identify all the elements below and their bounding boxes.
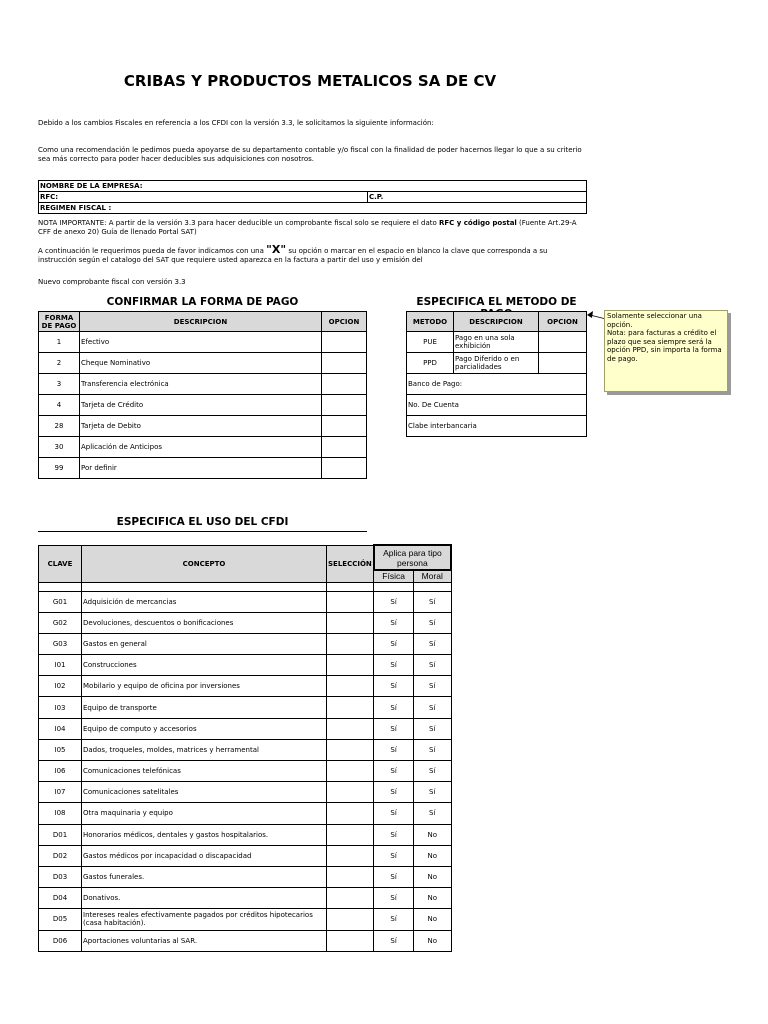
- uso-row: [39, 930, 452, 951]
- uso-selection-cell[interactable]: [327, 591, 374, 612]
- uso-row: [39, 803, 452, 824]
- uso-fisica: Sí: [374, 739, 414, 760]
- uso-selection-cell[interactable]: [327, 761, 374, 782]
- forma-desc: Transferencia electrónica: [80, 374, 322, 395]
- forma-desc: Aplicación de Anticipos: [80, 437, 322, 458]
- forma-code: 99: [39, 458, 80, 479]
- forma-code: 4: [39, 395, 80, 416]
- uso-concepto: Dados, troqueles, moldes, matrices y herramental: [82, 739, 327, 760]
- uso-selection-cell[interactable]: [327, 633, 374, 654]
- forma-code: 28: [39, 416, 80, 437]
- forma-pago-row: [39, 458, 367, 479]
- uso-spacer-row: [39, 582, 452, 591]
- uso-row: [39, 718, 452, 739]
- uso-fisica: Sí: [374, 718, 414, 739]
- uso-title-underline: [38, 531, 367, 532]
- uso-selection-cell[interactable]: [327, 612, 374, 633]
- uso-selection-cell[interactable]: [327, 676, 374, 697]
- forma-code: 1: [39, 332, 80, 353]
- forma-option-cell[interactable]: [322, 353, 367, 374]
- rfc-field[interactable]: RFC:: [39, 192, 368, 203]
- aplica-header: Aplica para tipo persona: [374, 545, 451, 570]
- uso-selection-cell[interactable]: [327, 888, 374, 909]
- uso-clave: I08: [39, 803, 82, 824]
- uso-clave: I04: [39, 718, 82, 739]
- uso-fisica: Sí: [374, 782, 414, 803]
- uso-moral: Sí: [413, 612, 451, 633]
- forma-pago-title: CONFIRMAR LA FORMA DE PAGO: [106, 296, 299, 308]
- uso-clave: G01: [39, 591, 82, 612]
- descripcion-header: DESCRIPCION: [80, 312, 322, 332]
- uso-clave: I01: [39, 655, 82, 676]
- opcion-header: OPCION: [322, 312, 367, 332]
- uso-concepto: Construcciones: [82, 655, 327, 676]
- metodo-opcion-header: OPCION: [539, 312, 587, 332]
- instruction-x: "X": [266, 243, 287, 256]
- uso-concepto: Gastos en general: [82, 633, 327, 654]
- uso-concepto: Gastos médicos por incapacidad o discapacidad: [82, 845, 327, 866]
- instruction-prefix: A continuación le requerimos pueda de favor indicamos con una: [38, 247, 267, 255]
- forma-pago-row: [39, 353, 367, 374]
- uso-fisica: Sí: [374, 930, 414, 951]
- uso-selection-cell[interactable]: [327, 697, 374, 718]
- uso-cfdi-table: [38, 544, 452, 952]
- forma-desc: Por definir: [80, 458, 322, 479]
- nota-prefix: NOTA IMPORTANTE: A partir de la versión 3.3 para hacer deducible un comprobante fiscal solo se requiere el dato: [38, 219, 439, 227]
- uso-moral: No: [413, 845, 451, 866]
- uso-concepto: Gastos funerales.: [82, 866, 327, 887]
- forma-pago-row: [39, 395, 367, 416]
- clave-header: CLAVE: [39, 545, 82, 582]
- uso-fisica: Sí: [374, 676, 414, 697]
- uso-fisica: Sí: [374, 761, 414, 782]
- uso-concepto: Equipo de transporte: [82, 697, 327, 718]
- metodo-desc: Pago Diferido o en parcialidades: [454, 353, 539, 374]
- uso-clave: I02: [39, 676, 82, 697]
- nota-suffix: (Fuente Art.29-A CFF de anexo 20) Guía de llenado Portal SAT): [38, 219, 577, 236]
- uso-fisica: Sí: [374, 888, 414, 909]
- uso-fisica: Sí: [374, 845, 414, 866]
- uso-moral: No: [413, 824, 451, 845]
- forma-code: 30: [39, 437, 80, 458]
- forma-pago-row: [39, 332, 367, 353]
- uso-selection-cell[interactable]: [327, 824, 374, 845]
- cuenta-field[interactable]: No. De Cuenta: [407, 395, 587, 416]
- uso-clave: G02: [39, 612, 82, 633]
- uso-concepto: Equipo de computo y accesorios: [82, 718, 327, 739]
- forma-pago-row: [39, 416, 367, 437]
- uso-moral: Sí: [413, 718, 451, 739]
- uso-moral: No: [413, 930, 451, 951]
- forma-pago-header: FORMA DE PAGO: [39, 312, 80, 332]
- uso-row: [39, 909, 452, 930]
- version-note: Nuevo comprobante fiscal con versión 3.3: [38, 278, 186, 286]
- comment-note: Solamente seleccionar una opción. Nota: para facturas a crédito el plazo que sea siempre será la opción PPD, sin importa la forma de pago.: [604, 310, 728, 392]
- uso-concepto: Adquisición de mercancias: [82, 591, 327, 612]
- uso-selection-cell[interactable]: [327, 930, 374, 951]
- banco-field[interactable]: Banco de Pago:: [407, 374, 587, 395]
- forma-code: 3: [39, 374, 80, 395]
- uso-concepto: Donativos.: [82, 888, 327, 909]
- metodo-option-cell[interactable]: [539, 332, 587, 353]
- uso-row: [39, 782, 452, 803]
- uso-concepto: Aportaciones voluntarias al SAR.: [82, 930, 327, 951]
- uso-moral: Sí: [413, 697, 451, 718]
- uso-clave: D05: [39, 909, 82, 930]
- uso-row: [39, 591, 452, 612]
- uso-moral: No: [413, 866, 451, 887]
- metodo-descripcion-header: DESCRIPCION: [454, 312, 539, 332]
- metodo-pago-title: ESPECIFICA EL METODO DE: [416, 296, 577, 308]
- clabe-field[interactable]: Clabe interbancaria: [407, 416, 587, 437]
- uso-moral: No: [413, 888, 451, 909]
- uso-row: [39, 612, 452, 633]
- regimen-field[interactable]: REGIMEN FISCAL :: [39, 203, 587, 214]
- forma-option-cell[interactable]: [322, 374, 367, 395]
- forma-desc: Tarjeta de Debito: [80, 416, 322, 437]
- uso-moral: Sí: [413, 803, 451, 824]
- uso-fisica: Sí: [374, 803, 414, 824]
- uso-row: [39, 697, 452, 718]
- forma-desc: Tarjeta de Crédito: [80, 395, 322, 416]
- uso-fisica: Sí: [374, 612, 414, 633]
- company-name-field[interactable]: NOMBRE DE LA EMPRESA:: [39, 181, 587, 192]
- uso-selection-cell[interactable]: [327, 845, 374, 866]
- forma-desc: Cheque Nominativo: [80, 353, 322, 374]
- uso-moral: No: [413, 909, 451, 930]
- instruction-suffix: su opción o marcar en el espacio en blanco la clave que corresponda a su instrucción según el catalogo del SAT que requiere usted aparezca en la factura a partir del uso y emisión del: [38, 247, 548, 264]
- metodo-header: METODO: [407, 312, 454, 332]
- uso-selection-cell[interactable]: [327, 782, 374, 803]
- forma-code: 2: [39, 353, 80, 374]
- uso-selection-cell[interactable]: [327, 803, 374, 824]
- recommendation-text: Como una recomendación le pedimos pueda apoyarse de su departamento contable y/o fiscal con la finalidad de poder hacernos llegar lo que a su criterio sea más correcto para poder hacer deducibles sus adquisiciones con nosotros.: [38, 146, 582, 163]
- intro-text: Debido a los cambios Fiscales en referencia a los CFDI con la versión 3.3, le solicitamos la siguiente información:: [38, 119, 434, 127]
- uso-clave: I06: [39, 761, 82, 782]
- uso-concepto: Comunicaciones telefónicas: [82, 761, 327, 782]
- metodo-desc: Pago en una sola exhibición: [454, 332, 539, 353]
- uso-clave: D06: [39, 930, 82, 951]
- metodo-code: PPD: [407, 353, 454, 374]
- forma-pago-row: [39, 374, 367, 395]
- uso-clave: D03: [39, 866, 82, 887]
- uso-row: [39, 888, 452, 909]
- uso-concepto: Otra maquinaria y equipo: [82, 803, 327, 824]
- metodo-code: PUE: [407, 332, 454, 353]
- uso-fisica: Sí: [374, 655, 414, 676]
- seleccion-header: SELECCIÓN: [327, 545, 374, 582]
- uso-selection-cell[interactable]: [327, 718, 374, 739]
- uso-row: [39, 761, 452, 782]
- fisica-header: Física: [374, 570, 414, 582]
- forma-option-cell[interactable]: [322, 332, 367, 353]
- page-title: CRIBAS Y PRODUCTOS METALICOS SA DE CV: [123, 72, 497, 90]
- moral-header: Moral: [413, 570, 451, 582]
- uso-clave: I07: [39, 782, 82, 803]
- uso-fisica: Sí: [374, 633, 414, 654]
- uso-clave: I05: [39, 739, 82, 760]
- forma-pago-row: [39, 437, 367, 458]
- uso-moral: Sí: [413, 633, 451, 654]
- uso-clave: G03: [39, 633, 82, 654]
- forma-desc: Efectivo: [80, 332, 322, 353]
- uso-selection-cell[interactable]: [327, 866, 374, 887]
- uso-moral: Sí: [413, 591, 451, 612]
- uso-moral: Sí: [413, 739, 451, 760]
- uso-row: [39, 676, 452, 697]
- uso-selection-cell[interactable]: [327, 655, 374, 676]
- uso-concepto: Comunicaciones satelitales: [82, 782, 327, 803]
- company-info-table: [38, 180, 587, 214]
- uso-row: [39, 739, 452, 760]
- uso-concepto: Devoluciones, descuentos o bonificaciones: [82, 612, 327, 633]
- nota-bold: RFC y código postal: [439, 219, 517, 227]
- cp-field[interactable]: C.P.: [368, 192, 587, 203]
- uso-moral: Sí: [413, 782, 451, 803]
- uso-selection-cell[interactable]: [327, 909, 374, 930]
- uso-clave: D01: [39, 824, 82, 845]
- uso-row: [39, 633, 452, 654]
- forma-option-cell[interactable]: [322, 416, 367, 437]
- uso-row: [39, 845, 452, 866]
- uso-row: [39, 866, 452, 887]
- uso-concepto: Mobilario y equipo de oficina por inversiones: [82, 676, 327, 697]
- uso-fisica: Sí: [374, 697, 414, 718]
- metodo-option-cell[interactable]: [539, 353, 587, 374]
- nota-importante: [38, 219, 586, 237]
- forma-option-cell[interactable]: [322, 458, 367, 479]
- uso-moral: Sí: [413, 676, 451, 697]
- forma-pago-table: [38, 311, 367, 479]
- uso-clave: D02: [39, 845, 82, 866]
- uso-fisica: Sí: [374, 824, 414, 845]
- forma-option-cell[interactable]: [322, 395, 367, 416]
- instruction-text: [38, 245, 586, 265]
- uso-fisica: Sí: [374, 909, 414, 930]
- uso-cfdi-title: ESPECIFICA EL USO DEL CFDI: [116, 516, 289, 528]
- uso-row: [39, 655, 452, 676]
- uso-fisica: Sí: [374, 591, 414, 612]
- uso-moral: Sí: [413, 655, 451, 676]
- uso-clave: D04: [39, 888, 82, 909]
- concepto-header: CONCEPTO: [82, 545, 327, 582]
- metodo-pago-table: [406, 311, 587, 437]
- uso-concepto: Honorarios médicos, dentales y gastos hospitalarios.: [82, 824, 327, 845]
- uso-concepto: Intereses reales efectivamente pagados por créditos hipotecarios (casa habitación).: [82, 909, 327, 930]
- uso-moral: Sí: [413, 761, 451, 782]
- uso-fisica: Sí: [374, 866, 414, 887]
- uso-row: [39, 824, 452, 845]
- uso-clave: I03: [39, 697, 82, 718]
- forma-option-cell[interactable]: [322, 437, 367, 458]
- uso-selection-cell[interactable]: [327, 739, 374, 760]
